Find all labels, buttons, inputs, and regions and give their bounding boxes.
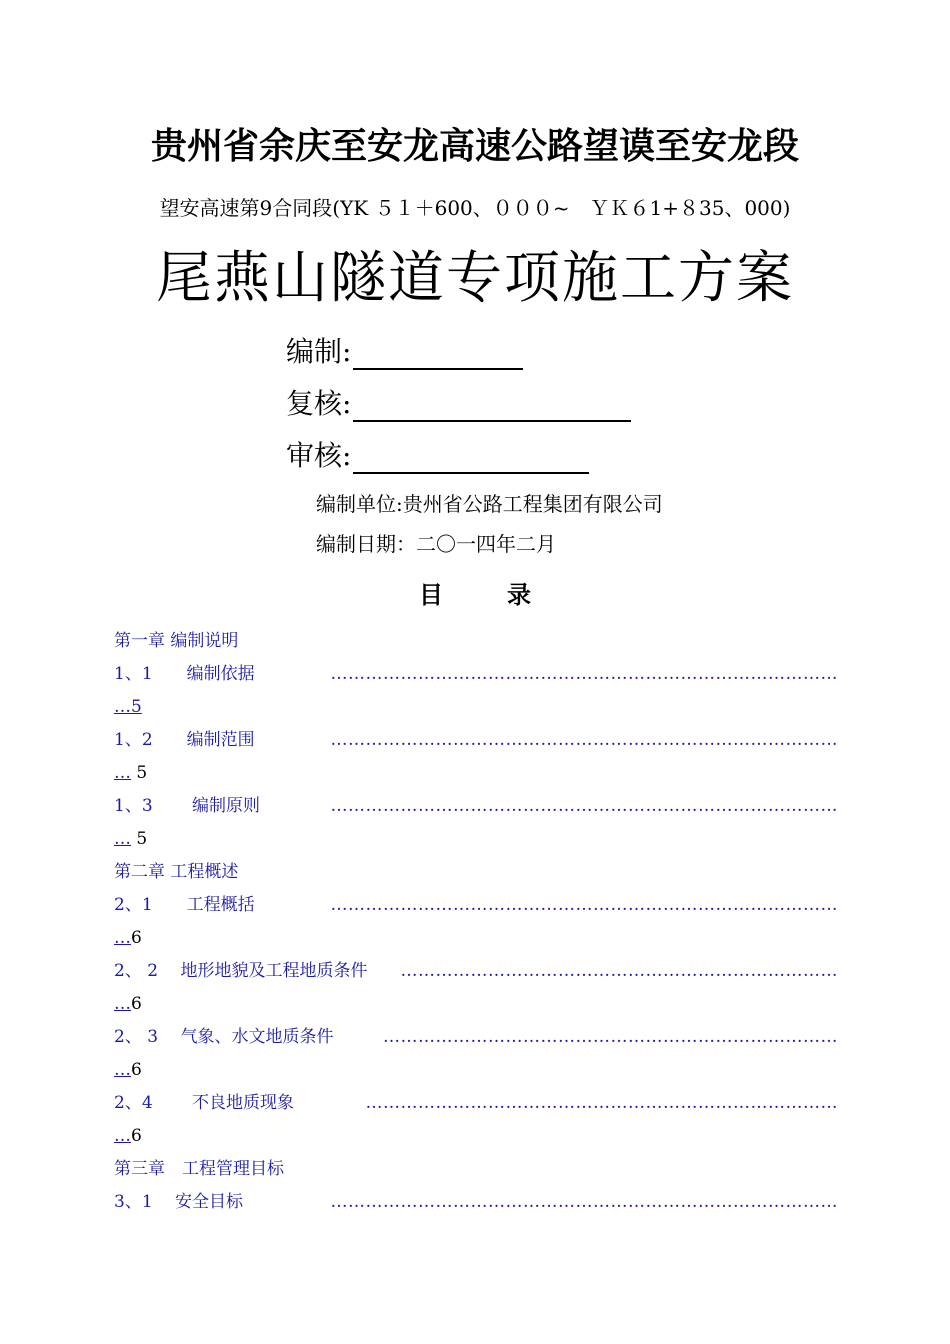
- toc-title-left: 目: [419, 580, 443, 609]
- toc-entry-label: 第三章 工程管理目标: [114, 1159, 284, 1179]
- toc-leader-continuation: …: [114, 763, 131, 783]
- toc-link-1-3[interactable]: [114, 790, 838, 823]
- toc-link-2-4-page[interactable]: [114, 1120, 838, 1153]
- toc-link-3-1[interactable]: [114, 1186, 838, 1219]
- toc-link-chapter-1[interactable]: [114, 625, 838, 658]
- toc-page-number: 6: [131, 994, 142, 1014]
- toc-page-number: 6: [131, 1060, 142, 1080]
- toc-entry-label: 2、4 不良地质现象: [114, 1093, 295, 1113]
- toc-leader-dots: ……………………………………………………………………………: [330, 895, 838, 915]
- toc-leader-dots: ……………………………………………………………………: [383, 1027, 838, 1047]
- toc-link-1-3-page[interactable]: [114, 823, 838, 856]
- toc-leader-dots: …………………………………………………………………: [400, 961, 838, 981]
- toc-link-1-2[interactable]: [114, 724, 838, 757]
- compiled-by-field: [286, 330, 523, 370]
- approved-by-line: [353, 448, 589, 474]
- toc-entry-label: 1、2 编制范围: [114, 730, 255, 750]
- toc-title: [0, 575, 950, 610]
- compiling-unit: 编制单位:贵州省公路工程集团有限公司: [316, 492, 663, 516]
- toc-entry-label: 2、 2 地形地貌及工程地质条件: [114, 961, 368, 981]
- toc-link-2-2-page[interactable]: [114, 988, 838, 1021]
- toc-leader-continuation: …5: [114, 697, 142, 717]
- contract-section-subtitle: 望安高速第9合同段(YK ５１＋600、０００~ ＹＫ６1+８35、000): [159, 196, 791, 220]
- toc-page-number: 6: [131, 928, 142, 948]
- toc-leader-continuation: …: [114, 1126, 131, 1146]
- toc-page-number: 6: [131, 1126, 142, 1146]
- compiled-by-label: 编制:: [286, 335, 352, 368]
- toc-leader-dots: ………………………………………………………………………: [365, 1093, 838, 1113]
- toc-entry-label: 第一章 编制说明: [114, 631, 239, 651]
- toc-page-number: 5: [131, 763, 148, 783]
- approved-by-label: 审核:: [286, 439, 352, 472]
- toc-entry-label: 2、1 工程概括: [114, 895, 255, 915]
- toc-link-chapter-3[interactable]: [114, 1153, 838, 1186]
- document-title: 贵州省余庆至安龙高速公路望谟至安龙段: [150, 126, 799, 167]
- toc-link-2-3[interactable]: [114, 1021, 838, 1054]
- toc-leader-dots: ……………………………………………………………………………: [330, 796, 838, 816]
- table-of-contents: [114, 625, 838, 1219]
- toc-link-1-2-page[interactable]: [114, 757, 838, 790]
- toc-link-2-2[interactable]: [114, 955, 838, 988]
- toc-link-2-1-page[interactable]: [114, 922, 838, 955]
- toc-leader-continuation: …: [114, 928, 131, 948]
- toc-link-1-1-page[interactable]: [114, 691, 838, 724]
- reviewed-by-label: 复核:: [286, 387, 352, 420]
- reviewed-by-line: [353, 396, 631, 422]
- toc-link-2-1[interactable]: [114, 889, 838, 922]
- toc-link-chapter-2[interactable]: [114, 856, 838, 889]
- toc-entry-label: 1、1 编制依据: [114, 664, 255, 684]
- toc-leader-continuation: …: [114, 994, 131, 1014]
- toc-leader-dots: ……………………………………………………………………………: [330, 1192, 838, 1212]
- toc-title-right: 录: [507, 580, 531, 609]
- toc-entry-label: 第二章 工程概述: [114, 862, 239, 882]
- toc-leader-continuation: …: [114, 829, 131, 849]
- main-title: 尾燕山隧道专项施工方案: [156, 246, 794, 311]
- toc-link-2-4[interactable]: [114, 1087, 838, 1120]
- toc-link-1-1[interactable]: [114, 658, 838, 691]
- compiled-by-line: [353, 344, 523, 370]
- toc-entry-label: 2、 3 气象、水文地质条件: [114, 1027, 334, 1047]
- toc-leader-continuation: …: [114, 1060, 131, 1080]
- toc-page-number: 5: [131, 829, 148, 849]
- approved-by-field: [286, 434, 589, 474]
- toc-leader-dots: ……………………………………………………………………………: [330, 730, 838, 750]
- toc-entry-label: 3、1 安全目标: [114, 1192, 244, 1212]
- compiling-date: 编制日期：二〇一四年二月: [316, 532, 556, 556]
- toc-entry-label: 1、3 编制原则: [114, 796, 261, 816]
- reviewed-by-field: [286, 382, 631, 422]
- toc-link-2-3-page[interactable]: [114, 1054, 838, 1087]
- toc-leader-dots: ……………………………………………………………………………: [330, 664, 838, 684]
